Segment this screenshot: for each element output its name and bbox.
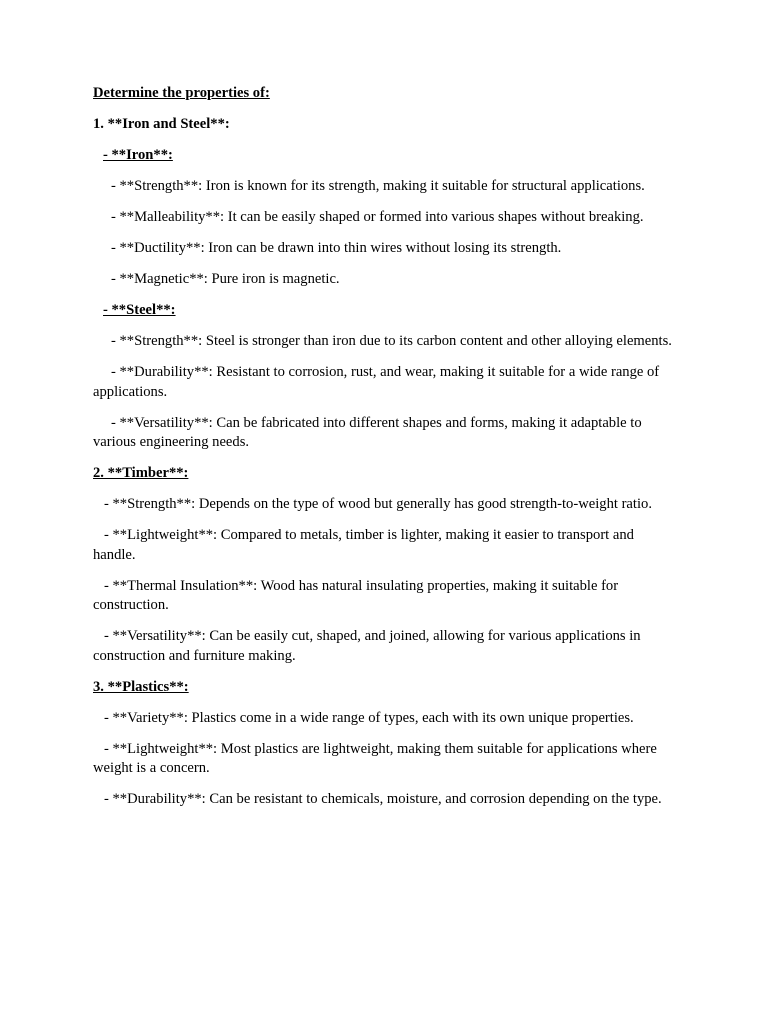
section-title-iron-and-steel: 1. **Iron and Steel**: xyxy=(93,116,230,132)
list-item: - **Strength**: Steel is stronger than iron due to its carbon content and other alloying elements. xyxy=(111,333,672,349)
subsection-title-iron: - **Iron**: xyxy=(103,147,173,163)
section-title-timber: 2. **Timber**: xyxy=(93,465,189,481)
list-item: - **Thermal Insulation**: Wood has natural insulating properties, making it suitable for construction. xyxy=(93,577,622,613)
list-item: - **Ductility**: Iron can be drawn into thin wires without losing its strength. xyxy=(111,240,562,256)
document-page xyxy=(93,84,673,821)
list-item: - **Strength**: Iron is known for its strength, making it suitable for structural applications. xyxy=(111,178,645,194)
list-item: - **Magnetic**: Pure iron is magnetic. xyxy=(111,271,340,287)
list-item: - **Variety**: Plastics come in a wide range of types, each with its own unique properties. xyxy=(104,709,634,726)
list-item: - **Malleability**: It can be easily shaped or formed into various shapes without breaking. xyxy=(111,209,644,225)
list-item: - **Durability**: Resistant to corrosion, rust, and wear, making it suitable for a wide range of applications. xyxy=(93,364,663,400)
document-heading: Determine the properties of: xyxy=(93,85,270,101)
list-item: - **Versatility**: Can be fabricated into different shapes and forms, making it adaptable to various engineering needs. xyxy=(93,414,646,450)
list-item: - **Lightweight**: Compared to metals, timber is lighter, making it easier to transport and handle. xyxy=(93,527,638,563)
subsection-title-steel: - **Steel**: xyxy=(103,302,176,318)
list-item: - **Strength**: Depends on the type of wood but generally has good strength-to-weight ratio. xyxy=(104,496,652,512)
section-title-plastics: 3. **Plastics**: xyxy=(93,678,189,695)
list-item: - **Versatility**: Can be easily cut, shaped, and joined, allowing for various applications in construction and furniture making. xyxy=(93,628,645,664)
list-item: - **Lightweight**: Most plastics are lightweight, making them suitable for applications where weight is a concern. xyxy=(93,740,661,776)
list-item: - **Durability**: Can be resistant to chemicals, moisture, and corrosion depending on the type. xyxy=(104,791,662,807)
